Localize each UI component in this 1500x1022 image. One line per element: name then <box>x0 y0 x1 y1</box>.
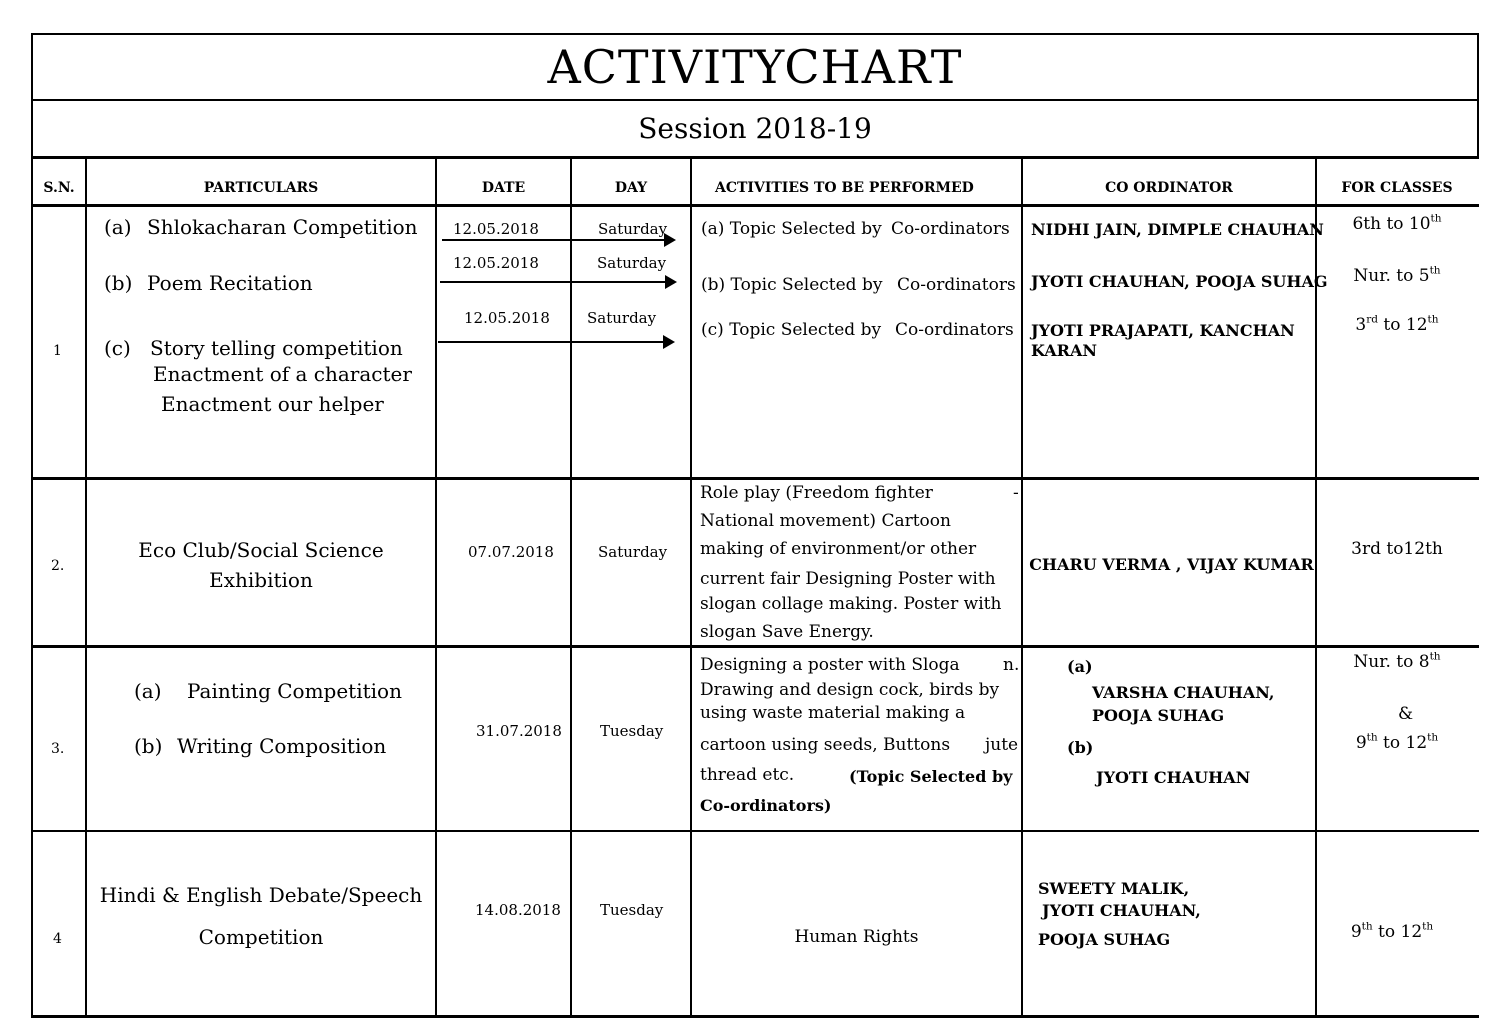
row2-particulars-line2: Exhibition <box>209 568 313 592</box>
row1-coordinator-c: JYOTI PRAJAPATI, KANCHAN <box>1031 321 1295 340</box>
row2-activity-line5: slogan collage making. Poster with <box>700 594 1002 614</box>
header-divider <box>31 204 1479 207</box>
row3-activity-line1-end: n. <box>1003 655 1020 675</box>
row3-coordinator-b-line1: JYOTI CHAUHAN <box>1096 768 1251 787</box>
row1-date-a: 12.05.2018 <box>453 220 539 238</box>
row1-coordinator-a: NIDHI JAIN, DIMPLE CHAUHAN <box>1031 220 1324 239</box>
row1-activity-c-by: Co-ordinators <box>895 320 1014 340</box>
row3-activity-line4-end: jute <box>985 735 1019 755</box>
row1-particular-c-line2: Enactment of a character <box>153 362 412 386</box>
row1-particular-c-line3: Enactment our helper <box>161 392 384 416</box>
row1-classes-c: 3rd to 12th <box>1355 313 1439 335</box>
session-divider <box>31 156 1479 159</box>
row1-activity-c: (c) Topic Selected by <box>701 320 882 340</box>
row1-particular-c-marker: (c) <box>104 336 131 360</box>
row3-particular-b: Writing Composition <box>177 734 387 758</box>
row1-activity-b: (b) Topic Selected by <box>701 275 883 295</box>
row2-day: Saturday <box>598 543 668 561</box>
row3-particular-b-marker: (b) <box>134 734 163 758</box>
row3-divider <box>31 830 1479 832</box>
row1-day-a: Saturday <box>598 220 668 238</box>
row1-particular-b: Poem Recitation <box>147 271 313 295</box>
row1-divider <box>31 477 1479 480</box>
row2-activity-dash: - <box>1013 483 1019 503</box>
row1-activity-a: (a) Topic Selected by <box>701 219 882 239</box>
col-divider-5 <box>1021 158 1023 1018</box>
row2-activity-line3: making of environment/or other <box>700 539 977 559</box>
border-bottom <box>31 1015 1479 1018</box>
header-coordinator: CO ORDINATOR <box>1105 180 1233 196</box>
row3-particular-a: Painting Competition <box>187 679 402 703</box>
page-title: ACTIVITYCHART <box>547 40 963 94</box>
col-divider-4 <box>690 158 692 1018</box>
row3-coordinator-a-line1: VARSHA CHAUHAN, <box>1092 683 1275 702</box>
row1-sn: 1 <box>53 343 62 359</box>
header-day: DAY <box>614 180 648 196</box>
row2-coordinator: CHARU VERMA , VIJAY KUMAR <box>1029 555 1314 574</box>
row1-activity-b-by: Co-ordinators <box>897 275 1016 295</box>
row3-coordinator-a-marker: (a) <box>1067 657 1093 676</box>
row1-particular-b-marker: (b) <box>104 271 133 295</box>
row3-coordinator-b-marker: (b) <box>1067 738 1094 757</box>
row2-date: 07.07.2018 <box>468 543 554 561</box>
row2-sn: 2. <box>51 558 65 574</box>
row2-activity-line1: Role play (Freedom fighter <box>700 483 933 503</box>
row1-arrow-b <box>440 281 675 283</box>
row4-date: 14.08.2018 <box>475 901 561 919</box>
row2-divider <box>31 645 1479 648</box>
row3-activity-line1: Designing a poster with Sloga <box>700 655 960 675</box>
row2-activity-line2: National movement) Cartoon <box>700 511 951 531</box>
header-date: DATE <box>481 180 526 196</box>
row3-classes-b: 9th to 12th <box>1355 731 1439 753</box>
row1-classes-a: 6th to 10th <box>1352 212 1442 234</box>
session-label: Session 2018-19 <box>638 112 872 145</box>
row1-classes-b: Nur. to 5th <box>1353 264 1441 286</box>
row1-date-c: 12.05.2018 <box>464 309 550 327</box>
row1-coordinator-b: JYOTI CHAUHAN, POOJA SUHAG <box>1031 272 1328 291</box>
row4-particulars-line2: Competition <box>198 925 324 949</box>
row1-date-b: 12.05.2018 <box>453 254 539 272</box>
row2-classes: 3rd to12th <box>1351 539 1443 559</box>
row1-particular-c: Story telling competition <box>150 336 403 360</box>
row1-day-c: Saturday <box>587 309 657 327</box>
row3-activity-line5: thread etc. <box>700 765 795 785</box>
row4-sn: 4 <box>53 931 62 947</box>
row3-classes-a: Nur. to 8th <box>1353 650 1441 672</box>
row4-coordinator-line2: JYOTI CHAUHAN, <box>1042 901 1201 920</box>
row1-particular-a-marker: (a) <box>104 215 132 239</box>
row3-coordinator-a-line2: POOJA SUHAG <box>1092 706 1225 725</box>
row3-activity-line2: Drawing and design cock, birds by <box>700 680 1000 700</box>
row3-activity-line4: cartoon using seeds, Buttons <box>700 735 951 755</box>
header-sn: S.N. <box>43 180 75 196</box>
row1-day-b: Saturday <box>597 254 667 272</box>
row4-coordinator-line3: POOJA SUHAG <box>1038 930 1171 949</box>
row4-classes: 9th to 12th <box>1350 920 1434 942</box>
col-divider-3 <box>570 158 572 1018</box>
row4-particulars-line1: Hindi & English Debate/Speech <box>99 883 423 907</box>
row3-activity-line3: using waste material making a <box>700 703 966 723</box>
row2-activity-line4: current fair Designing Poster with <box>700 569 996 589</box>
row2-particulars-line1: Eco Club/Social Science <box>138 538 384 562</box>
header-classes: FOR CLASSES <box>1341 180 1453 196</box>
row4-coordinator-line1: SWEETY MALIK, <box>1038 879 1190 898</box>
row4-activity: Human Rights <box>794 927 919 947</box>
border-top <box>31 33 1479 35</box>
row1-arrow-c <box>438 341 673 343</box>
row4-day: Tuesday <box>600 901 664 919</box>
row1-activity-a-by: Co-ordinators <box>891 219 1010 239</box>
header-particulars: PARTICULARS <box>203 180 319 196</box>
header-activities: ACTIVITIES TO BE PERFORMED <box>715 180 974 196</box>
col-divider-2 <box>435 158 437 1018</box>
row3-day: Tuesday <box>600 722 664 740</box>
row3-activity-line5-bold: (Topic Selected by <box>849 767 1013 786</box>
row3-particular-a-marker: (a) <box>134 679 162 703</box>
row1-particular-a: Shlokacharan Competition <box>147 215 418 239</box>
title-divider <box>31 99 1479 101</box>
row3-classes-amp: & <box>1398 704 1414 724</box>
row3-date: 31.07.2018 <box>476 722 562 740</box>
row1-arrow-a <box>442 239 674 241</box>
row3-sn: 3. <box>51 741 65 757</box>
row1-coordinator-c-line2: KARAN <box>1031 341 1098 360</box>
row2-activity-line6: slogan Save Energy. <box>700 622 874 642</box>
row3-activity-line6-bold: Co-ordinators) <box>700 796 832 815</box>
